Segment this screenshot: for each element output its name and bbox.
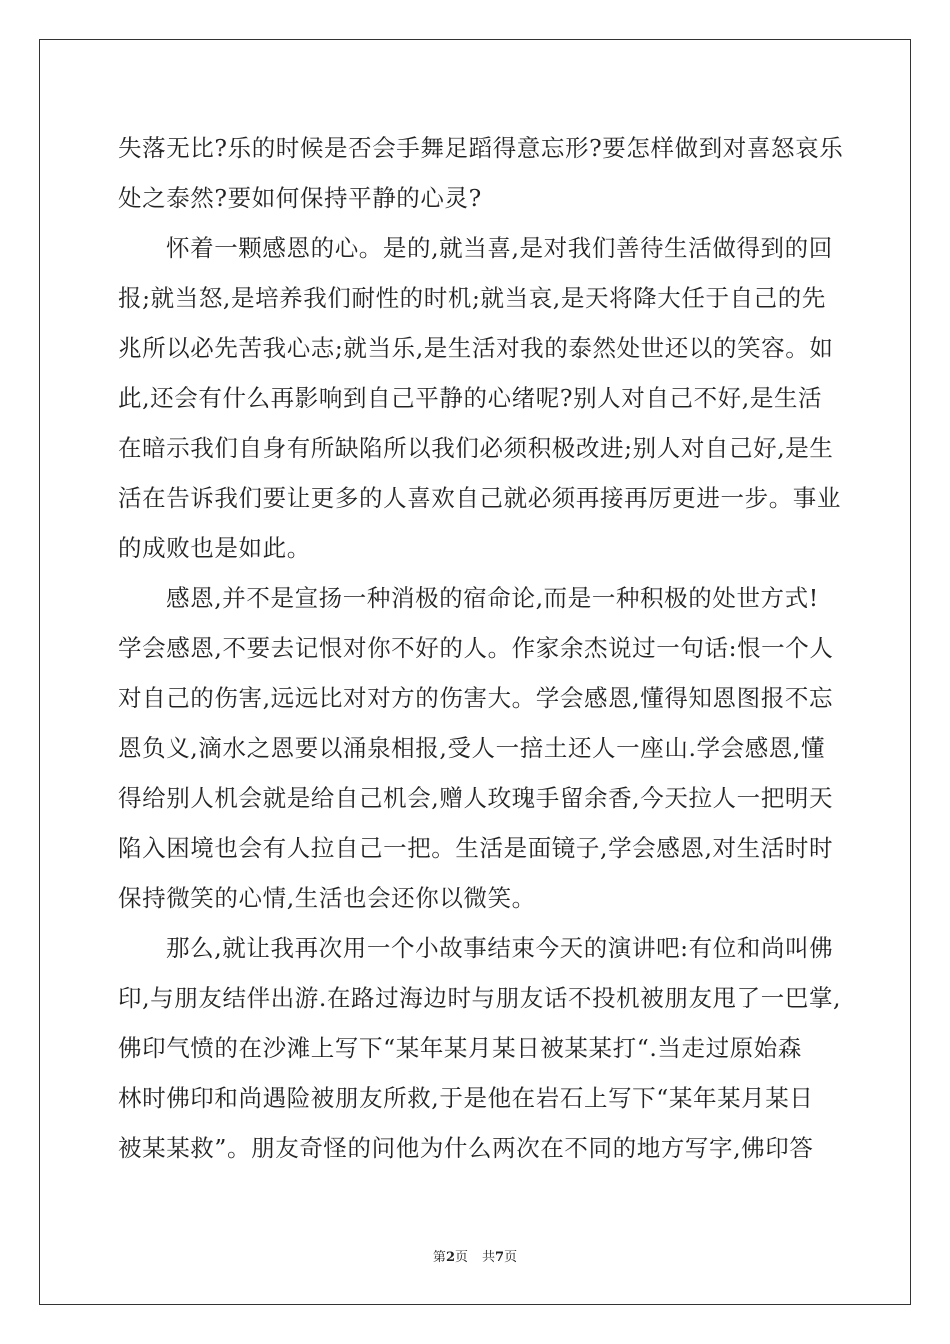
- paragraph-start-line: 怀着一颗感恩的心。是的,就当喜,是对我们善待生活做得到的回: [166, 234, 833, 262]
- text-line: 得给别人机会就是给自己机会,赠人玫瑰手留余香,今天拉人一把明天: [118, 784, 834, 812]
- total-suffix: 页: [504, 1250, 518, 1265]
- page-footer: [0, 1250, 950, 1266]
- text-line: 林时佛印和尚遇险被朋友所救,于是他在岩石上写下“某年某月某日: [118, 1084, 814, 1112]
- text-line: 兆所以必先苦我心志;就当乐,是生活对我的泰然处世还以的笑容。如: [118, 334, 834, 362]
- text-line: 对自己的伤害,远远比对对方的伤害大。学会感恩,懂得知恩图报不忘: [118, 684, 834, 712]
- text-line: 活在告诉我们要让更多的人喜欢自己就必须再接再厉更进一步。事业: [118, 484, 841, 512]
- page-prefix: 第: [432, 1250, 446, 1265]
- page-border: [39, 39, 911, 1305]
- page-total: 7: [495, 1250, 505, 1265]
- text-line: 被某某救”。朋友奇怪的问他为什么两次在不同的地方写字,佛印答: [118, 1134, 814, 1162]
- text-line: 学会感恩,不要去记恨对你不好的人。作家余杰说过一句话:恨一个人: [118, 634, 834, 662]
- text-line: 印,与朋友结伴出游.在路过海边时与朋友话不投机被朋友甩了一巴掌,: [118, 984, 842, 1012]
- page-suffix: 页: [454, 1250, 468, 1265]
- text-line: 此,还会有什么再影响到自己平静的心绪呢?别人对自己不好,是生活: [118, 384, 823, 412]
- text-line: 失落无比?乐的时候是否会手舞足蹈得意忘形?要怎样做到对喜怒哀乐: [118, 134, 844, 162]
- text-line: 陷入困境也会有人拉自己一把。生活是面镜子,学会感恩,对生活时时: [118, 834, 834, 862]
- text-line: 的成败也是如此。: [118, 534, 311, 562]
- paragraph-start-line: 那么,就让我再次用一个小故事结束今天的演讲吧:有位和尚叫佛: [166, 934, 834, 962]
- text-line: 保持微笑的心情,生活也会还你以微笑。: [118, 884, 536, 912]
- text-line: 在暗示我们自身有所缺陷所以我们必须积极改进;别人对自己好,是生: [118, 434, 834, 462]
- page-number: 2: [445, 1250, 455, 1265]
- text-line: 处之泰然?要如何保持平静的心灵?: [118, 184, 482, 212]
- text-line: 佛印气愤的在沙滩上写下“某年某月某日被某某打“.当走过原始森: [118, 1034, 802, 1062]
- text-line: 恩负义,滴水之恩要以涌泉相报,受人一掊土还人一座山.学会感恩,懂: [118, 734, 826, 762]
- total-prefix: 共: [482, 1250, 496, 1265]
- text-line: 报;就当怒,是培养我们耐性的时机;就当哀,是天将降大任于自己的先: [118, 284, 826, 312]
- paragraph-start-line: 感恩,并不是宣扬一种消极的宿命论,而是一种积极的处世方式!: [166, 584, 819, 612]
